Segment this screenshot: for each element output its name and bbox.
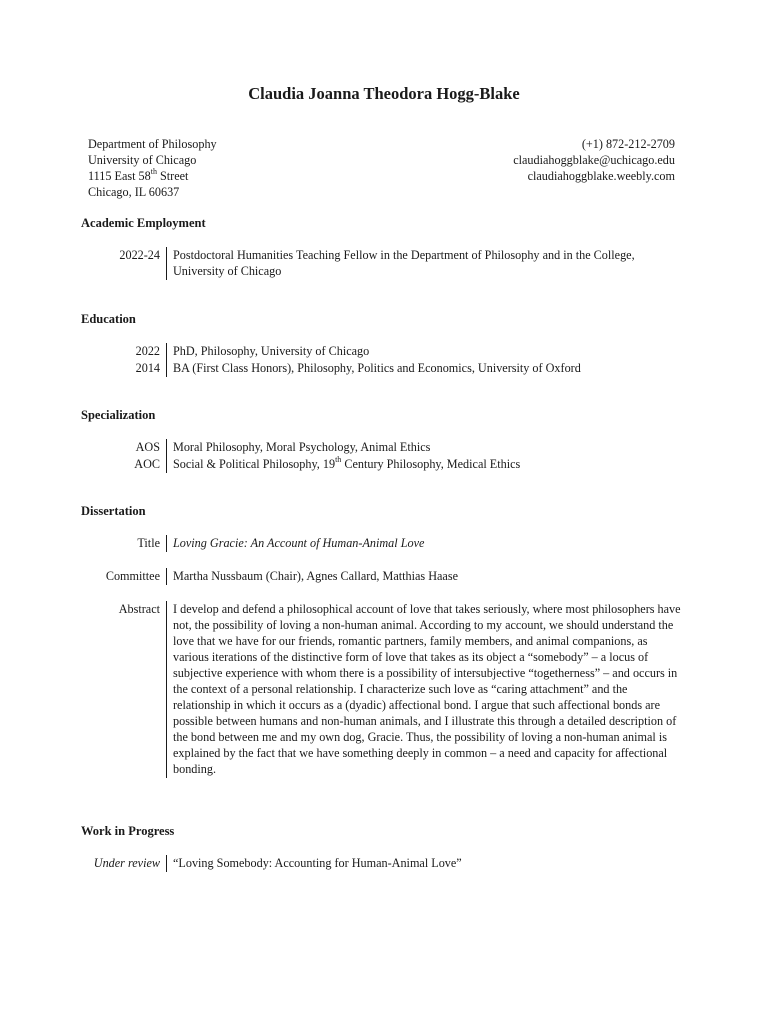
contact-department: Department of Philosophy: [88, 137, 217, 151]
dissertation-entry-abstract: [81, 601, 681, 778]
section-heading-education: Education: [81, 312, 136, 326]
entry-text: “Loving Somebody: Accounting for Human-Animal Love”: [166, 855, 681, 872]
contact-street-prefix: 1115 East 58: [88, 169, 151, 183]
section-heading-work-in-progress: Work in Progress: [81, 824, 175, 838]
aoc-text-prefix: Social & Political Philosophy, 19: [173, 457, 336, 471]
work-in-progress-entries: [81, 855, 681, 872]
section-work-in-progress: [81, 823, 681, 872]
contact-city: Chicago, IL 60637: [88, 185, 180, 199]
entry-text: PhD, Philosophy, University of Chicago: [166, 343, 681, 360]
education-entries: [81, 343, 681, 377]
section-employment: [81, 215, 681, 280]
dissertation-abstract-text: I develop and defend a philosophical account of love that takes seriously, where most philosophers have not, the possibility of loving a non-human animal. According to my account, we should understand the love that we have for our friends, romantic partners, family members, and animal companions, as various iterations of the distinctive form of love that takes as its object a “somebody” – a locus of subjective experience with whom there is a possibility of intersubjective “togetherness” – and occurs in the context of a personal relationship. I characterize such love as “caring attachment” and the relationship in which it occurs as a (dyadic) affectional bond. I argue that such affectional bonds are possible between humans and non-human animals, and I illustrate this through a detailed description of the bond between me and my own dog, Gracie. Thus, the possibility of loving a non-human animal is explained by the fact that we have something deeply in common – a need and capacity for affectional bonding.: [166, 601, 681, 778]
contact-street-suffix: Street: [156, 169, 189, 183]
section-education: [81, 311, 681, 377]
section-dissertation: [81, 503, 681, 778]
employment-entries: [81, 247, 681, 280]
section-heading-dissertation: Dissertation: [81, 504, 146, 518]
employment-entry: [81, 247, 681, 280]
entry-label: AOS: [135, 440, 160, 454]
cv-name: Claudia Joanna Theodora Hogg-Blake: [248, 84, 520, 103]
dissertation-title-text: Loving Gracie: An Account of Human-Animal Love: [166, 535, 681, 552]
education-entry: [81, 343, 681, 360]
contact-website[interactable]: claudiahoggblake.weebly.com: [527, 169, 675, 183]
entry-label: Abstract: [118, 602, 160, 616]
contact-street-sup: th: [150, 166, 157, 176]
entry-label: 2014: [135, 361, 160, 375]
entry-text: BA (First Class Honors), Philosophy, Politics and Economics, University of Oxford: [166, 360, 681, 377]
entry-label: 2022-24: [119, 248, 160, 262]
entry-label: Title: [137, 536, 160, 550]
dissertation-entries: [81, 535, 681, 778]
section-heading-employment: Academic Employment: [81, 216, 206, 230]
dissertation-committee-text: Martha Nussbaum (Chair), Agnes Callard, Matthias Haase: [166, 568, 681, 585]
entry-label: Committee: [105, 569, 160, 583]
work-in-progress-entry: [81, 855, 681, 872]
entry-label: AOC: [134, 457, 160, 471]
contact-phone: (+1) 872-212-2709: [581, 137, 675, 151]
entry-label: Under review: [93, 856, 160, 870]
entry-text: [166, 456, 681, 473]
specialization-entry-aoc: [81, 456, 681, 473]
section-heading-specialization: Specialization: [81, 408, 156, 422]
dissertation-entry-committee: [81, 568, 681, 585]
contact-address-block: [88, 136, 388, 200]
section-specialization: [81, 407, 681, 473]
education-entry: [81, 360, 681, 377]
specialization-entries: [81, 439, 681, 473]
aoc-text-sup: th: [335, 454, 342, 464]
dissertation-entry-title: [81, 535, 681, 552]
entry-text: Postdoctoral Humanities Teaching Fellow in the Department of Philosophy and in the College, University of Chicago: [166, 247, 653, 280]
entry-text: Moral Philosophy, Moral Psychology, Animal Ethics: [166, 439, 681, 456]
contact-university: University of Chicago: [88, 153, 197, 167]
contact-street: [88, 168, 388, 184]
specialization-entry-aos: [81, 439, 681, 456]
contact-details-block: [376, 136, 675, 184]
entry-label: 2022: [135, 344, 160, 358]
aoc-text-suffix: Century Philosophy, Medical Ethics: [341, 457, 521, 471]
contact-email[interactable]: claudiahoggblake@uchicago.edu: [513, 153, 675, 167]
